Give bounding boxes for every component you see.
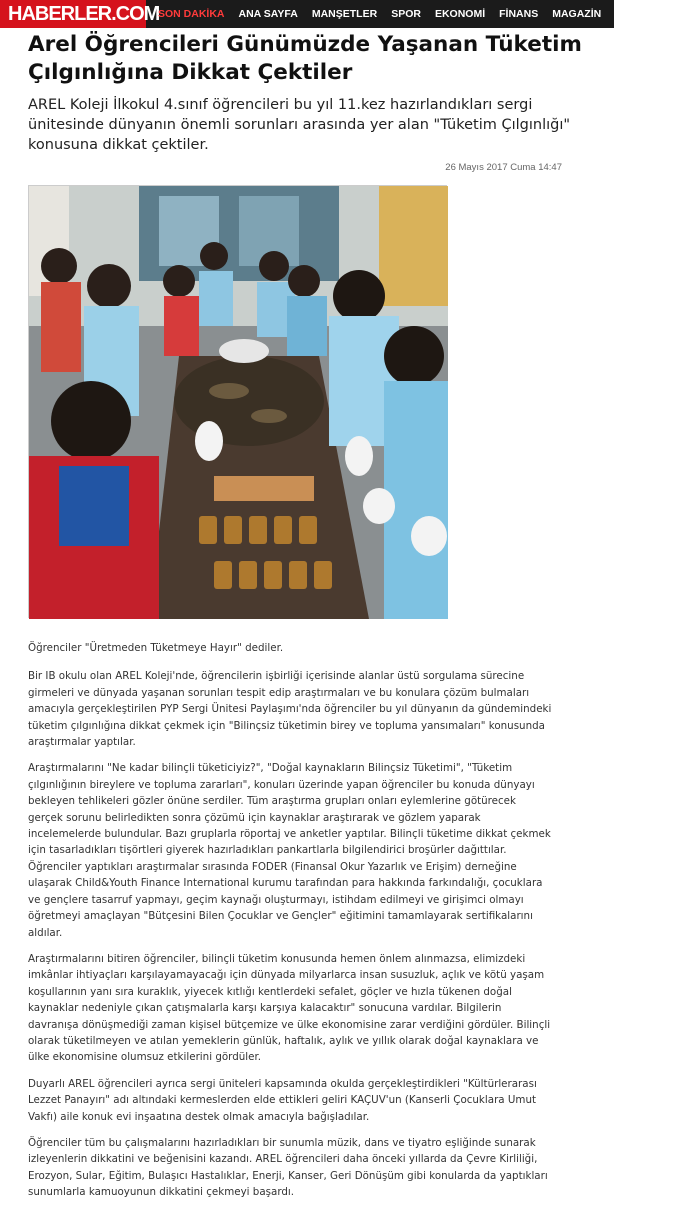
- nav-ekonomi[interactable]: EKONOMİ: [434, 8, 486, 20]
- article-paragraph: Araştırmalarını bitiren öğrenciler, bilinçli tüketim konusunda hemen önlem alınmazsa, elimizdeki imkânlar ihtiyaçları karşılayamayacağı için dünyada milyarlarca insan susuzluk, açlık ve kötü yaşam koşullarının yanı sıra kuraklık, yiyecek kıtlığı kentlerdeki sefalet, göçler ve hızla tükenen doğal kaynaklar nedeniyle çıkan çatışmalarla karşı karşıya kalacaktır" sonucuna vardılar. Bilgilerin davranışa dönüşmediği zaman kişisel bütçemize ve ülke ekonomisine zarar verdiğini gördüler. Bilinçli olarak tüketilmeyen ve atılan yemeklerin günlük, haftalık, aylık ve yıllık olarak doğal kaynaklara ve ülke ekonomisine olumsuz etkilerini gördüler.: [28, 952, 551, 1064]
- students-photo-illustration: [29, 186, 448, 619]
- article-date: 26 Mayıs 2017 Cuma 14:47: [445, 162, 562, 173]
- nav-ana-sayfa[interactable]: ANA SAYFA: [238, 8, 298, 20]
- nav-dunya[interactable]: DÜNYA: [615, 8, 652, 20]
- top-navigation-bar: [0, 0, 680, 28]
- site-logo[interactable]: [0, 0, 160, 28]
- nav-magazin[interactable]: MAGAZİN: [552, 8, 602, 20]
- nav-tu[interactable]: TÜ: [665, 8, 680, 20]
- article-paragraph: Bir IB okulu olan AREL Koleji'nde, öğrencilerin işbirliği içerisinde alanlar üstü sorgulama sürecine girmeleri ve dünyada yaşanan sorunları tespit edip araştırmaları ve bu konulara çözüm bulmaları amacıyla gerçekleştirilen PYP Sergi Ünitesi Paylaşımı'nda öğrenciler bu yıl dünyanın da gündemindeki tüketim çılgınlığına dikkat çekmek için "Bilinçsiz tüketimin birey ve topluma yansımaları" konusunda araştırmalar yaptılar.: [28, 670, 552, 749]
- nav-finans[interactable]: FİNANS: [499, 8, 539, 20]
- nav-son-dakika[interactable]: SON DAKİKA: [158, 8, 225, 20]
- nav-mansetler[interactable]: MANŞETLER: [311, 8, 378, 20]
- article-paragraph: Araştırmalarını "Ne kadar bilinçli tüketiciyiz?", "Doğal kaynakların Bilinçsiz Tüketimi", "Tüketim çılgınlığının bireylere ve topluma zararları", konuları üzerinde yapan öğrenciler bu konuda dünyayı bekleyen tehlikeleri gözler önüne serdiler. Tüm araştırma grupları onları eylemlerine götürecek gerçek sorunu belirledikten sonra çözümü için kaynaklar araştırarak ve gözlem yaparak incelemelerde bulundular. Bazı gruplarla röportaj ve anketler yaptılar. Bilinçli tüketime dikkat çekmek için tasarladıkları tişörtleri giyerek hazırladıkları pankartlarla bilgilendirici broşürler dağıttılar. Öğrenciler yaptıkları araştırmalar sırasında FODER (Finansal Okur Yazarlık ve Erişim) derneğine ulaşarak Child&Youth Finance International kurumu tarafından para hakkında farkındalığı, çocuklara ve gençlere tasarruf yapmayı, geçim kaynağı oluşturmayı, istihdam edilmeyi ve girişimci olmayı öğretmeyi amaçlayan "Bütçesini Bilen Çocuklar ve Gençler" eğitimini tamamlayarak sertifikalarını aldılar.: [28, 762, 551, 939]
- article-title: Arel Öğrencileri Günümüzde Yaşanan Tüketim Çılgınlığına Dikkat Çektiler: [28, 32, 582, 85]
- article-paragraph: Öğrenciler tüm bu çalışmalarını hazırladıkları bir sunumla müzik, dans ve tiyatro eşliğinde sunarak izleyenlerin dikkatini ve beğenisini kazandı. AREL öğrencileri daha önceki yıllarda da Çevre Kirliliği, Erozyon, Sular, Eğitim, Bulaşıcı Hastalıklar, Enerji, Kanser, Geri Dönüşüm gibi konularda da yaptıkları sunumlarla kamuoyunun dikkatini çekmeyi başardı.: [28, 1136, 548, 1199]
- main-menu: [146, 0, 687, 28]
- nav-spor[interactable]: SPOR: [391, 8, 421, 20]
- site-logo-text[interactable]: HABERLER.COM: [8, 3, 160, 25]
- article-body: [28, 640, 552, 1211]
- article-paragraph: Öğrenciler "Üretmeden Tüketmeye Hayır" dediler.: [28, 642, 284, 654]
- article-photo: [28, 185, 447, 618]
- article-summary: AREL Koleji İlkokul 4.sınıf öğrencileri bu yıl 11.kez hazırlandıkları sergi ünitesinde dünyanın önemli sorunları arasında yer alan "Tüketim Çılgınlığı" konusuna dikkat çektiler.: [28, 97, 571, 153]
- article-paragraph: Duyarlı AREL öğrencileri ayrıca sergi üniteleri kapsamında okulda gerçekleştirdikleri "Kültürlerarası Lezzet Panayırı" adı altındaki kermeslerden elde ettikleri geliri KAÇUV'un (Kanserli Çocuklara Umut Vakfı) aile konuk evi inşaatına destek olmak amacıyla bağışladılar.: [28, 1077, 537, 1123]
